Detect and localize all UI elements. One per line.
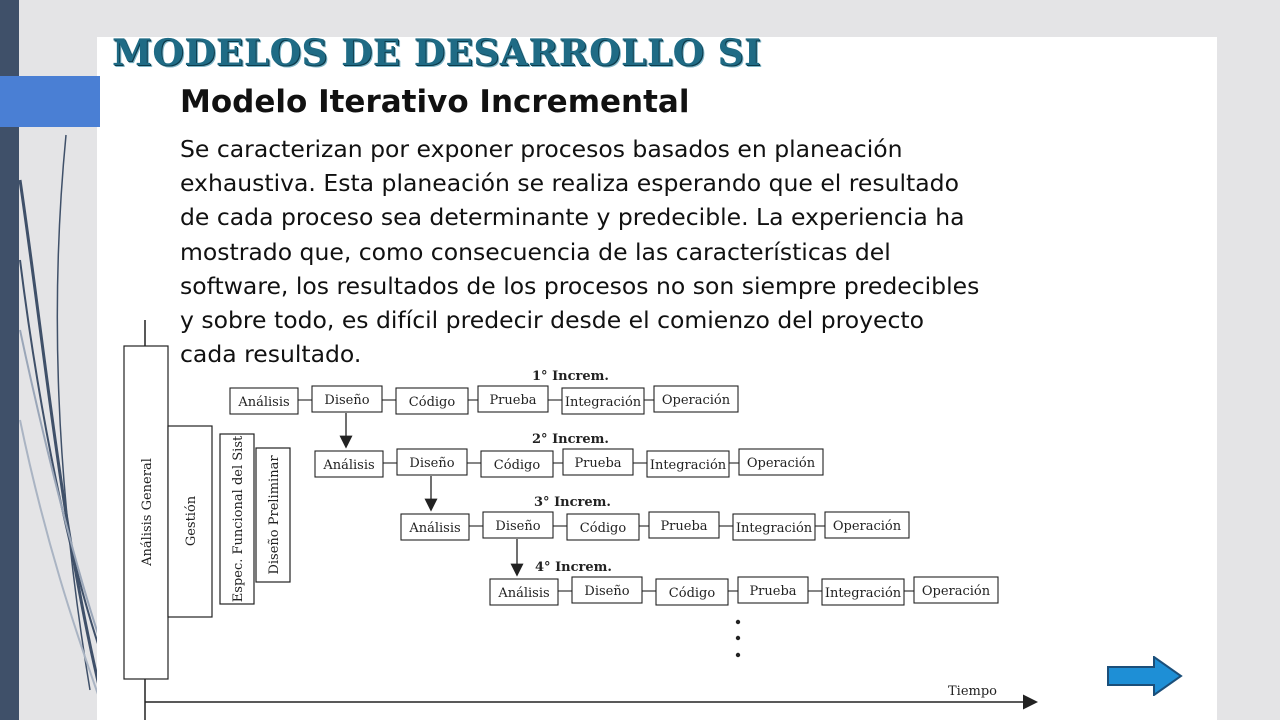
phase-label-espec-funcional: Espec. Funcional del Sist xyxy=(231,435,246,603)
stage-label: Prueba xyxy=(489,393,537,408)
right-arrow-icon[interactable] xyxy=(1106,656,1184,696)
phase-label-analisis-general: Análisis General xyxy=(140,458,155,566)
stage-label: Código xyxy=(668,586,716,601)
increment-rows xyxy=(230,369,998,605)
stage-label: Análisis xyxy=(238,395,290,410)
stage-label: Prueba xyxy=(574,456,622,471)
stage-label: Integración xyxy=(735,521,813,536)
phase-label-gestion: Gestión xyxy=(184,495,199,547)
stage-label: Diseño xyxy=(324,393,370,408)
continuation-dot xyxy=(736,653,740,657)
increment-label: 4° Increm. xyxy=(535,560,612,575)
stage-label: Integración xyxy=(824,586,902,601)
stage-label: Integración xyxy=(564,395,642,410)
stage-label: Código xyxy=(493,458,541,473)
stage-label: Operación xyxy=(832,519,902,534)
slide-title: MODELOS DE DESARROLLO SI xyxy=(112,32,762,74)
stage-label: Diseño xyxy=(409,456,455,471)
stage-label: Operación xyxy=(661,393,731,408)
increment-label: 2° Increm. xyxy=(532,432,609,447)
slide-subtitle: Modelo Iterativo Incremental xyxy=(180,84,690,120)
stage-label: Operación xyxy=(746,456,816,471)
stage-label: Prueba xyxy=(749,584,797,599)
stage-label: Análisis xyxy=(409,521,461,536)
stage-label: Análisis xyxy=(498,586,550,601)
stage-label: Código xyxy=(408,395,456,410)
slide-body-text: Se caracterizan por exponer procesos basados en planeación exhaustiva. Esta planeación se realiza esperando que el resultado de cada proceso sea determinante y predecible. La experiencia ha mostrado que, como consecuencia de las características del software, los resultados de los procesos no son siempre predecibles y sobre todo, es difícil predecir desde el comienzo del proyecto cada resultado. xyxy=(180,135,980,369)
phase-label-diseno-preliminar: Diseño Preliminar xyxy=(267,455,282,575)
stage-label: Diseño xyxy=(584,584,630,599)
continuation-dot xyxy=(736,636,740,640)
stage-label: Código xyxy=(579,521,627,536)
stage-label: Análisis xyxy=(323,458,375,473)
stage-label: Diseño xyxy=(495,519,541,534)
time-axis-label: Tiempo xyxy=(948,684,997,699)
stage-label: Operación xyxy=(921,584,991,599)
continuation-dot xyxy=(736,620,740,624)
stage-label: Prueba xyxy=(660,519,708,534)
increment-label: 1° Increm. xyxy=(532,369,609,384)
stage-label: Integración xyxy=(649,458,727,473)
increment-label: 3° Increm. xyxy=(534,495,611,510)
